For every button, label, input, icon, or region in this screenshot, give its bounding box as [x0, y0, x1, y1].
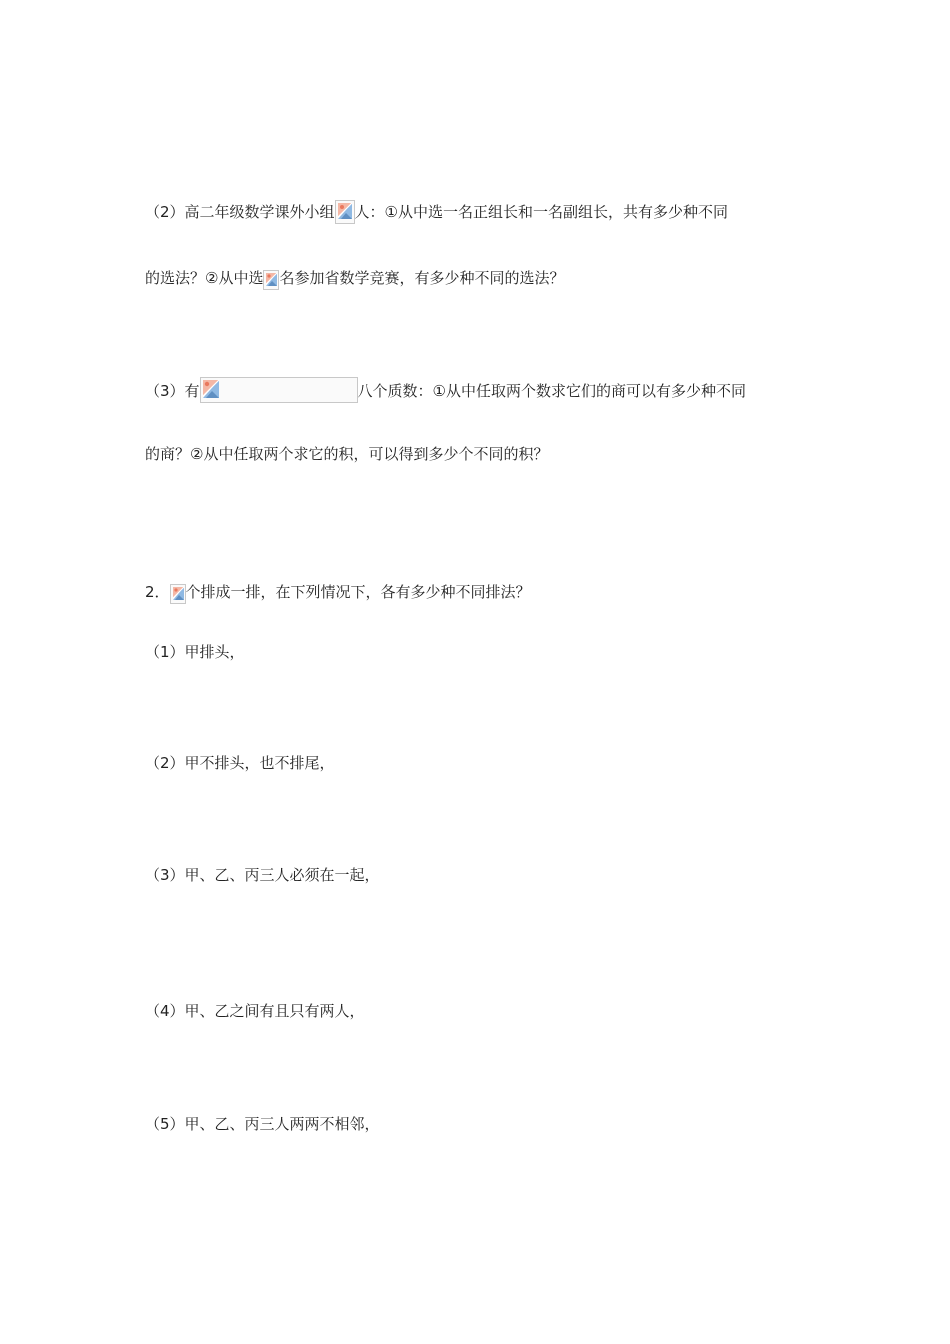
part-3-prefix: （3）有: [145, 382, 200, 400]
part-2-prefix: （2）高二年级数学课外小组: [145, 203, 335, 221]
part-2-line-2-prefix: 的选法？②从中选: [145, 269, 264, 287]
question-2-text: 个排成一排，在下列情况下，各有多少种不同排法？: [185, 583, 531, 601]
question-2-sub-4: [145, 999, 365, 1023]
part-3-line-2-text: 的商？②从中任取两个求它的积，可以得到多少个不同的积？: [145, 445, 549, 463]
question-2-sub-5: [145, 1112, 380, 1136]
sub-question-text: （5）甲、乙、丙三人两两不相邻，: [145, 1115, 380, 1133]
problem-1-part-3-line-2: [145, 442, 548, 466]
broken-image-icon: [170, 584, 186, 604]
broken-image-icon: [200, 377, 358, 403]
question-2-sub-3: [145, 863, 380, 887]
broken-image-icon: [335, 200, 355, 224]
question-2-sub-2: [145, 751, 335, 775]
broken-image-icon: [263, 270, 279, 290]
problem-1-part-3-line-1: [145, 377, 746, 403]
sub-question-text: （3）甲、乙、丙三人必须在一起，: [145, 866, 380, 884]
part-2-line-1-text: 人：①从中选一名正组长和一名副组长，共有多少种不同: [354, 203, 728, 221]
sub-question-text: （2）甲不排头，也不排尾，: [145, 754, 335, 772]
question-2-number: 2．: [145, 583, 170, 601]
problem-1-part-2-line-2: [145, 266, 564, 290]
sub-question-text: （1）甲排头，: [145, 643, 245, 661]
part-2-line-2-text: 名参加省数学竞赛，有多少种不同的选法？: [279, 269, 565, 287]
sub-question-text: （4）甲、乙之间有且只有两人，: [145, 1002, 365, 1020]
part-3-line-1-text: 八个质数：①从中任取两个数求它们的商可以有多少种不同: [357, 382, 746, 400]
problem-1-part-2-line-1: [145, 200, 728, 224]
question-2-stem: [145, 580, 531, 604]
question-2-sub-1: [145, 640, 245, 664]
